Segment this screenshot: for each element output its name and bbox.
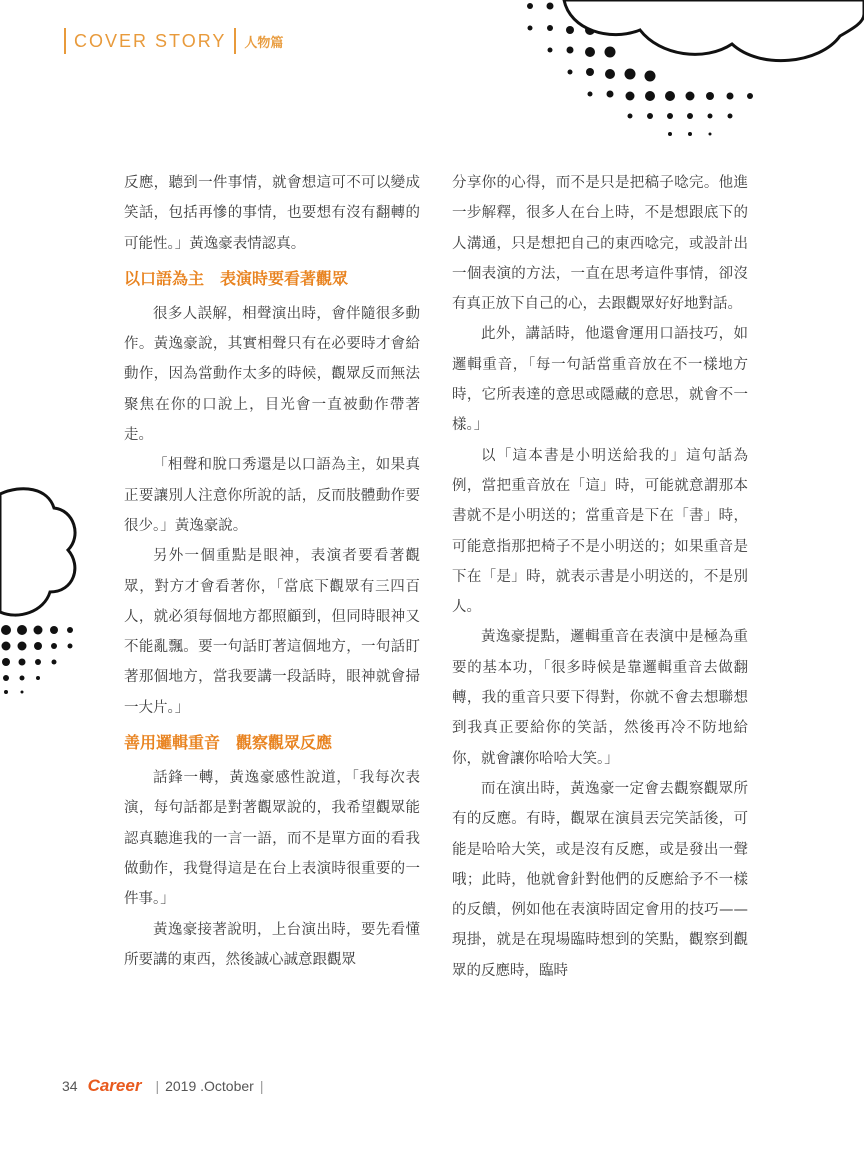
page-number: 34 — [62, 1078, 78, 1094]
subheading: 以口語為主 表演時要看著觀眾 — [124, 268, 349, 288]
article-column-left — [124, 168, 420, 975]
footer-separator: | — [259, 1078, 264, 1094]
paragraph: 黃逸豪接著說明，上台演出時，要先看懂所要講的東西，然後誠心誠意跟觀眾 — [124, 921, 420, 968]
paragraph: 話鋒一轉，黃逸豪感性說道，「我每次表演，每句話都是對著觀眾說的，我希望觀眾能認真聽進我的一言一語，而不是單方面的看我做動作，我覺得這是在台上表演時很重要的一件事。」 — [124, 770, 420, 908]
paragraph: 以「這本書是小明送給我的」這句話為例，當把重音放在「這」時，可能就意謂那本書就不是小明送的；當重音是下在「書」時，可能意指那把椅子不是小明送的；如果重音是下在「是」時，就表示書是小明送的，不是別人。 — [452, 447, 748, 616]
section-category: 人物篇 — [244, 35, 284, 51]
paragraph: 反應，聽到一件事情，就會想這可不可以變成笑話，包括再慘的事情，也要想有沒有翻轉的可能性。」黃逸豪表情認真。 — [124, 175, 420, 252]
issue-date: 2019 .October — [165, 1078, 254, 1094]
header-divider — [64, 28, 66, 54]
paragraph: 很多人誤解，相聲演出時，會伴隨很多動作。黃逸豪說，其實相聲只有在必要時才會給動作，因為當動作太多的時候，觀眾反而無法聚焦在你的口說上，目光會一直被動作帶著走。 — [124, 305, 420, 444]
paragraph: 而在演出時，黃逸豪一定會去觀察觀眾所有的反應。有時，觀眾在演員丟完笑話後，可能是哈哈大笑，或是沒有反應，或是發出一聲哦；此時，他就會針對他們的反應給予不一樣的反饋，例如他在表演時固定會用的技巧——現掛，就是在現場臨時想到的笑點，觀察到觀眾的反應時，臨時 — [452, 780, 748, 979]
paragraph: 分享你的心得，而不是只是把稿子唸完。他進一步解釋，很多人在台上時，不是想跟底下的人溝通，只是想把自己的東西唸完，或設計出一個表演的方法，一直在思考這件事情，卻沒有真正放下自己的心，去跟觀眾好好地對話。 — [452, 175, 748, 313]
footer-separator: | — [155, 1078, 160, 1094]
paragraph: 另外一個重點是眼神，表演者要看著觀眾，對方才會看著你，「當底下觀眾有三四百人，就必須每個地方都照顧到，但同時眼神又不能亂飄。要一句話盯著這個地方，一句話盯著那個地方，當我要講一段話時，眼神就會掃一大片。」 — [124, 548, 420, 716]
cover-story-label: COVER STORY — [74, 30, 227, 51]
header — [64, 26, 283, 56]
paragraph: 「相聲和脫口秀還是以口語為主，如果真正要讓別人注意你所說的話，反而肢體動作要很少。」黃逸豪說。 — [124, 457, 420, 534]
paragraph: 此外，講話時，他還會運用口語技巧，如邏輯重音，「每一句話當重音放在不一樣地方時，它所表達的意思或隱藏的意思，就會不一樣。」 — [452, 326, 748, 434]
halftone-cloud-decoration-left — [0, 480, 96, 700]
article-column-right — [452, 168, 748, 986]
halftone-cloud-decoration-top — [500, 0, 864, 140]
paragraph: 黃逸豪提點，邏輯重音在表演中是極為重要的基本功，「很多時候是靠邏輯重音去做翻轉，我的重音只要下得對，你就不會去想聯想到我真正要給你的笑話，然後再冷不防地給你，就會讓你哈哈大笑。」 — [452, 629, 748, 767]
header-divider — [234, 28, 236, 54]
subheading: 善用邏輯重音 觀察觀眾反應 — [124, 733, 333, 753]
magazine-logo: Career — [87, 1076, 142, 1095]
page-footer — [62, 1076, 269, 1096]
